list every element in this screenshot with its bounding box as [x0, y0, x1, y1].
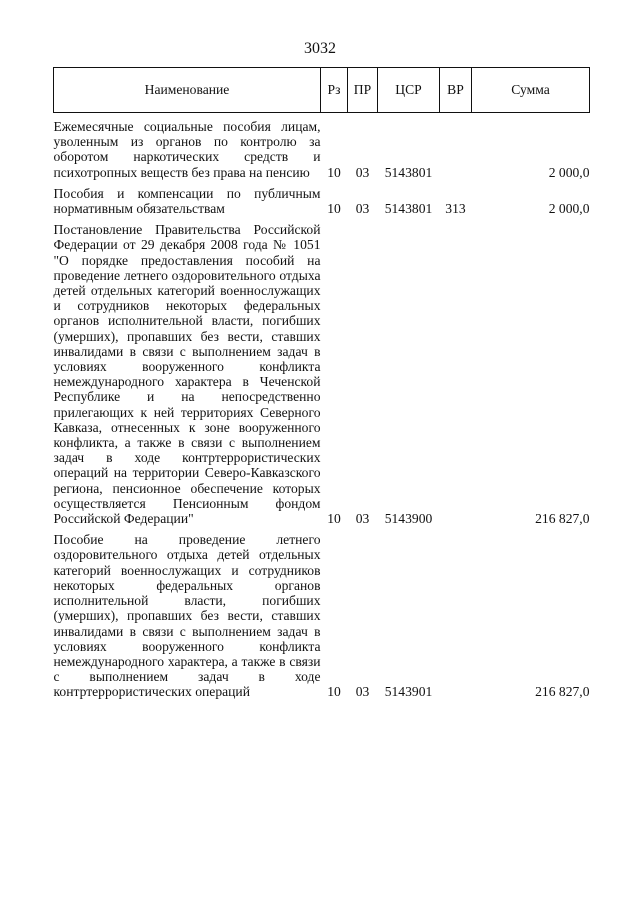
budget-table	[53, 67, 590, 706]
row-vr	[440, 532, 472, 705]
table-row	[54, 532, 590, 705]
row-name: Пособие на проведение летнего оздоровительного отдыха детей отдельных категорий военнослужащих и сотрудников некоторых федеральных органов исполнительной власти, погибших (умерших), пропавших без вести, ставших инвалидами в связи с выполнением задач в условиях вооруженного конфликта немеждународного характера, а также в связи с выполнением задач в ходе контртеррористических операций	[53, 532, 321, 700]
row-sum: 216 827,0	[535, 511, 590, 527]
row-vr	[440, 113, 472, 186]
header-pr: ПР	[348, 68, 378, 113]
row-vr: 313	[445, 201, 466, 217]
table-header-row	[54, 68, 590, 113]
row-rz: 10	[327, 684, 341, 700]
row-rz: 10	[327, 201, 341, 217]
row-sum: 216 827,0	[535, 684, 590, 700]
header-vr: ВР	[440, 68, 472, 113]
table-row	[54, 113, 590, 186]
row-pr: 03	[355, 201, 370, 217]
header-sum: Сумма	[472, 68, 590, 113]
row-sum: 2 000,0	[548, 201, 590, 217]
row-sum: 2 000,0	[548, 164, 590, 180]
row-csr: 5143901	[384, 684, 433, 700]
row-vr	[440, 222, 472, 532]
table-row	[54, 222, 590, 532]
row-name: Ежемесячные социальные пособия лицам, уволенным из органов по контролю за оборотом наркотических средств и психотропных веществ без права на пенсию	[53, 119, 321, 180]
row-csr: 5143801	[384, 164, 433, 180]
row-rz: 10	[327, 164, 341, 180]
row-name: Постановление Правительства Российской Федерации от 29 декабря 2008 года № 1051 "О порядке предоставления пособий на проведение летнего оздоровительного отдыха детей отдельных категорий военнослужащих и сотрудников некоторых федеральных органов исполнительной власти, погибших (умерших), пропавших без вести, ставших инвалидами в связи с выполнением задач в условиях вооруженного конфликта немеждународного характера в Чеченской Республике и на непосредственно прилегающих к ней территориях Северного Кавказа, отнесенных к зоне вооруженного конфликта, а также в связи с выполнением задач в ходе контртеррористических операций на территории Северо-Кавказского региона, пенсионное обеспечение которых осуществляется Пенсионным фондом Российской Федерации"	[53, 222, 321, 527]
table-row	[54, 186, 590, 222]
row-rz: 10	[327, 511, 341, 527]
row-pr: 03	[355, 511, 370, 527]
header-rz: Рз	[321, 68, 348, 113]
page-number: 3032	[304, 40, 336, 57]
row-name: Пособия и компенсации по публичным нормативным обязательствам	[53, 185, 321, 217]
row-pr: 03	[355, 684, 370, 700]
row-csr: 5143801	[384, 201, 433, 217]
row-pr: 03	[355, 164, 370, 180]
row-csr: 5143900	[384, 511, 433, 527]
header-name: Наименование	[54, 68, 321, 113]
header-csr: ЦСР	[378, 68, 440, 113]
